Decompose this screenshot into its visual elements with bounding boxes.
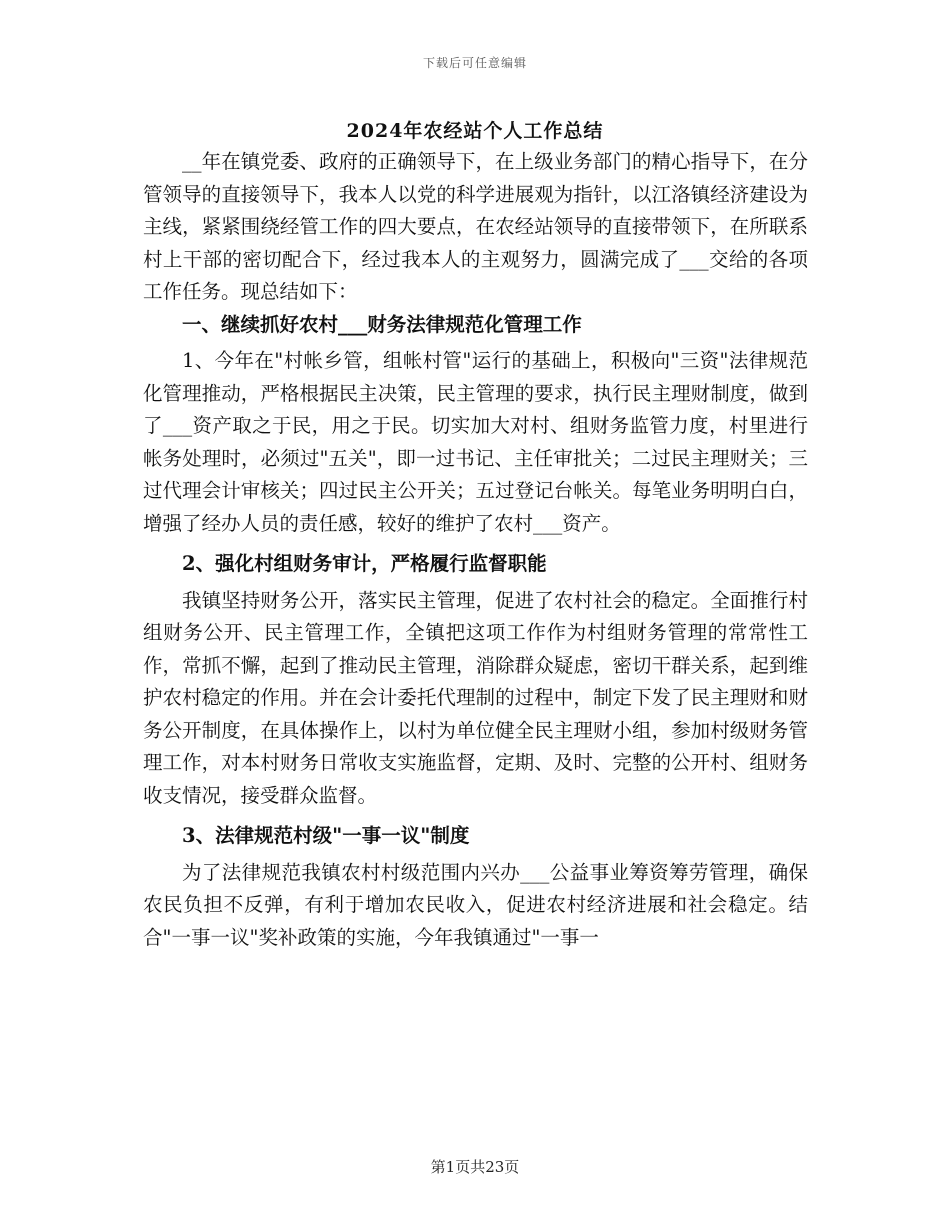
- page-title: 2024年农经站个人工作总结: [346, 120, 604, 142]
- section-heading-1: 一、继续抓好农村___财务法律规范化管理工作: [182, 312, 582, 336]
- page-footer: 第1页共23页: [430, 1158, 520, 1176]
- document-body: [143, 146, 808, 954]
- section-paragraph-3: 为了法律规范我镇农村村级范围内兴办___公益事业筹资筹劳管理，确保农民负担不反弹，有利于增加农民收入，促进农村经济进展和社会稳定。结合"一事一议"奖补政策的实施，今年我镇通过"一事一: [143, 860, 808, 949]
- intro-paragraph: __年在镇党委、政府的正确领导下，在上级业务部门的精心指导下，在分管领导的直接领导下，我本人以党的科学进展观为指针，以江洛镇经济建设为主线，紧紧围绕经管工作的四大要点，在农经站领导的直接带领下，在所联系村上干部的密切配合下，经过我本人的主观努力，圆满完成了___交给的各项工作任务。现总结如下：: [143, 150, 808, 303]
- section-heading-2: 2、强化村组财务审计，严格履行监督职能: [182, 552, 547, 575]
- section-paragraph-2: 我镇坚持财务公开，落实民主管理，促进了农村社会的稳定。全面推行村组财务公开、民主管理工作，全镇把这项工作作为村组财务管理的常常性工作，常抓不懈，起到了推动民主管理，消除群众疑虑，密切干群关系，起到维护农村稳定的作用。并在会计委托代理制的过程中，制定下发了民主理财和财务公开制度，在具体操作上，以村为单位健全民主理财小组，参加村级财务管理工作，对本村财务日常收支实施监督，定期、及时、完整的公开村、组财务收支情况，接受群众监督。: [143, 588, 808, 807]
- section-heading-3: 3、法律规范村级"一事一议"制度: [182, 824, 470, 847]
- section-paragraph-1: 1、今年在"村帐乡管，组帐村管"运行的基础上，积极向"三资"法律规范化管理推动，严格根据民主决策，民主管理的要求，执行民主理财制度，做到了___资产取之于民，用之于民。切实加大对村、组财务监管力度，村里进行帐务处理时，必须过"五关"，即一过书记、主任审批关；二过民主理财关；三过代理会计审核关；四过民主公开关；五过登记台帐关。每笔业务明明白白，增强了经办人员的责任感，较好的维护了农村___资产。: [143, 349, 808, 535]
- header-note: 下载后可任意编辑: [422, 56, 527, 70]
